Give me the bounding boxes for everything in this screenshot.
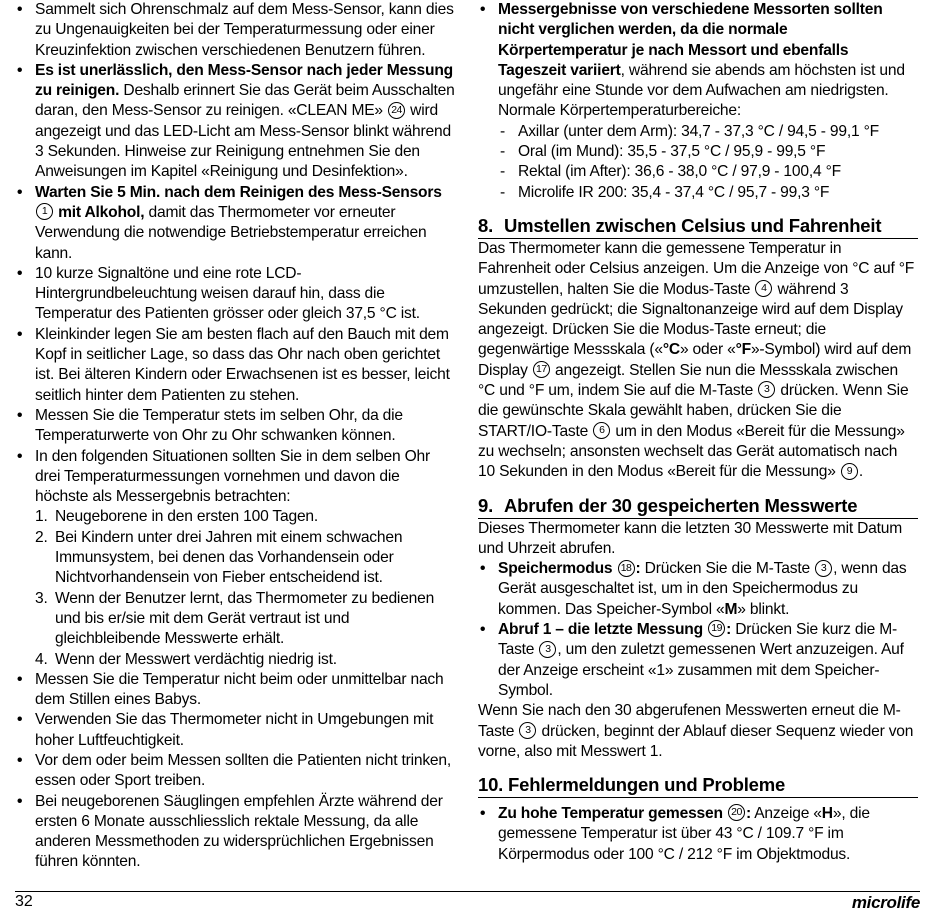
section-heading-9: 9. Abrufen der 30 gespeicherten Messwerte [478, 494, 918, 519]
list-item: 3. Wenn der Benutzer lernt, das Thermometer zu bedienen und bis er/sie mit dem Gerät vertraut ist und gleichbleibende Messwerte erhält. [35, 589, 435, 648]
list-item: 1. Neugeborene in den ersten 100 Tagen. [35, 508, 319, 526]
ref-number-circle: 3 [815, 560, 832, 577]
ref-number-circle: 18 [618, 560, 635, 577]
bullet-memory-mode: • Speichermodus 18 : Drücken Sie die M-Taste 3 , wenn das Gerät ausgeschaltet ist, um in den Speichermodus zu kommen. Das Speicher-Symbol «M» blinkt. [478, 559, 918, 620]
bullet-same-ear: • Messen Sie die Temperatur stets im selben Ohr, da die Temperaturwerte von Ohr zu Ohr schwanken können. [15, 406, 455, 447]
bullet-three-measurements: • In den folgenden Situationen sollten Sie in dem selben Ohr drei Temperaturmessungen vornehmen und davon die höchste als Messergebnis betrachten: [15, 447, 455, 508]
left-column [15, 0, 455, 873]
ranges-title: Normale Körpertemperaturbereiche: [498, 102, 742, 120]
range-item: - Rektal (im After): 36,6 - 38,0 °C / 97,9 - 100,4 °F [478, 162, 918, 182]
ref-number-circle: 3 [758, 381, 775, 398]
range-item: - Microlife IR 200: 35,4 - 37,4 °C / 95,7 - 99,3 °F [478, 183, 918, 203]
list-item: 4. Wenn der Messwert verdächtig niedrig ist. [35, 650, 337, 668]
bullet-signal-tones: • 10 kurze Signaltöne und eine rote LCD-Hintergrundbeleuchtung weisen darauf hin, dass die Temperatur des Patienten grösser oder gleich 37,5 °C ist. [15, 264, 455, 325]
ref-number-circle: 3 [539, 641, 556, 658]
page-number: 32 [15, 893, 33, 910]
list-item: 2. Bei Kindern unter drei Jahren mit einem schwachen Immunsystem, bei denen das Vorhandensein oder Nichtvorhandensein von Fieber entscheidend ist. [35, 528, 403, 587]
brand-logo: microlife [851, 893, 920, 912]
ref-number-circle: 6 [593, 422, 610, 439]
ref-number-circle: 20 [728, 804, 745, 821]
bullet-clean-sensor: • Es ist unerlässlich, den Mess-Sensor nach jeder Messung zu reinigen. Deshalb erinnert Sie das Gerät beim Ausschalten daran, den Mess-Sensor zu reinigen. «CLEAN ME» 24 wird angezeigt und das LED-Licht am Mess-Sensor blinkt während 3 Sekunden. Hinweise zur Reinigung entnehmen Sie den Anweisungen im Kapitel «Reinigung und Desinfektion». [15, 61, 455, 183]
ref-number-circle: 3 [519, 722, 536, 739]
section-heading-10: 10. Fehlermeldungen und Probleme [478, 773, 918, 798]
ref-number-circle: 1 [36, 203, 53, 220]
bullet-high-temperature: • Zu hohe Temperatur gemessen 20 : Anzeige «H», die gemessene Temperatur ist über 43 °C / 109.7 °F im Körpermodus oder 100 °C / 212 °F im Objektmodus. [478, 804, 918, 865]
bullet-compare-sites: • Messergebnisse von verschiedene Messorten sollten nicht verglichen werden, da die normale Körpertemperatur je nach Messort und ebenfalls Tageszeit variiert, während sie abends am höchsten ist und ungefähr eine Stunde vor dem Aufwachen am niedrigsten. [478, 0, 918, 101]
ref-number-circle: 4 [755, 280, 772, 297]
ref-number-circle: 9 [841, 463, 858, 480]
footer-divider [15, 891, 920, 892]
range-item: - Oral (im Mund): 35,5 - 37,5 °C / 95,9 - 99,5 °F [478, 142, 918, 162]
section-9-intro: Dieses Thermometer kann die letzten 30 Messwerte mit Datum und Uhrzeit abrufen. [478, 519, 903, 557]
bullet-breastfeeding: • Messen Sie die Temperatur nicht beim oder unmittelbar nach dem Stillen eines Babys. [15, 670, 455, 711]
bullet-small-children: • Kleinkinder legen Sie am besten flach auf den Bauch mit dem Kopf in seitlicher Lage, so dass das Ohr nach oben gerichtet ist. Bei älteren Kindern oder Erwachsenen ist es besser, leicht seitlich hinter dem Patienten zu stehen. [15, 325, 455, 406]
section-heading-8: 8. Umstellen zwischen Celsius und Fahrenheit [478, 214, 918, 239]
bullet-no-drinking: • Vor dem oder beim Messen sollten die Patienten nicht trinken, essen oder Sport treiben. [15, 751, 455, 792]
bullet-humidity: • Verwenden Sie das Thermometer nicht in Umgebungen mit hoher Luftfeuchtigkeit. [15, 710, 455, 751]
section-8-body: Das Thermometer kann die gemessene Temperatur in Fahrenheit oder Celsius anzeigen. Um die Anzeige von °C auf °F umzustellen, halten Sie die Modus-Taste 4 während 3 Sekunden gedrückt; die Signaltonanzeige wird auf dem Display angezeigt. Drücken Sie die Modus-Taste erneut; die gegenwärtige Messskala («°C» oder «°F»-Symbol) wird auf dem Display 17 angezeigt. Stellen Sie nun die Messskala zwischen °C und °F um, indem Sie auf die M-Taste 3 drücken. Wenn Sie die gewünschte Skala gewählt haben, drücken Sie die START/IO-Taste 6 um in den Modus «Bereit für die Messung» zu wechseln; ansonsten wechselt das Gerät automatisch nach 10 Sekunden in den Modus «Bereit für die Messung» 9 . [478, 239, 915, 481]
bullet-recall-last: • Abruf 1 – die letzte Messung 19 : Drücken Sie kurz die M-Taste 3 , um den zuletzt gemessenen Wert anzuzeigen. Auf der Anzeige erscheint «1» zusammen mit dem Speicher-Symbol. [478, 620, 918, 701]
bullet-wait-5-min: • Warten Sie 5 Min. nach dem Reinigen des Mess-Sensors 1 mit Alkohol, damit das Thermometer vor erneuter Verwendung die notwendige Betriebstemperatur erreichen kann. [15, 183, 455, 264]
ref-number-circle: 19 [708, 620, 725, 637]
bullet-earwax: • Sammelt sich Ohrenschmalz auf dem Mess-Sensor, kann dies zu Ungenauigkeiten bei der Temperaturmessung oder einer Kreuzinfektion zwischen verschiedenen Benutzern führen. [15, 0, 455, 61]
bullet-newborns: • Bei neugeborenen Säuglingen empfehlen Ärzte während der ersten 6 Monate ausschliesslich rektale Messung, da alle anderen Messmethoden zu widersprüchlichen Ergebnissen führen könnten. [15, 792, 455, 873]
ref-number-circle: 24 [388, 102, 405, 119]
right-column [478, 0, 918, 865]
section-9-outro: Wenn Sie nach den 30 abgerufenen Messwerten erneut die M-Taste 3 drücken, beginnt der Ablauf dieser Sequenz wieder von vorne, also mit Messwert 1. [478, 702, 914, 760]
ref-number-circle: 17 [533, 361, 550, 378]
range-item: - Axillar (unter dem Arm): 34,7 - 37,3 °C / 94,5 - 99,1 °F [478, 122, 918, 142]
